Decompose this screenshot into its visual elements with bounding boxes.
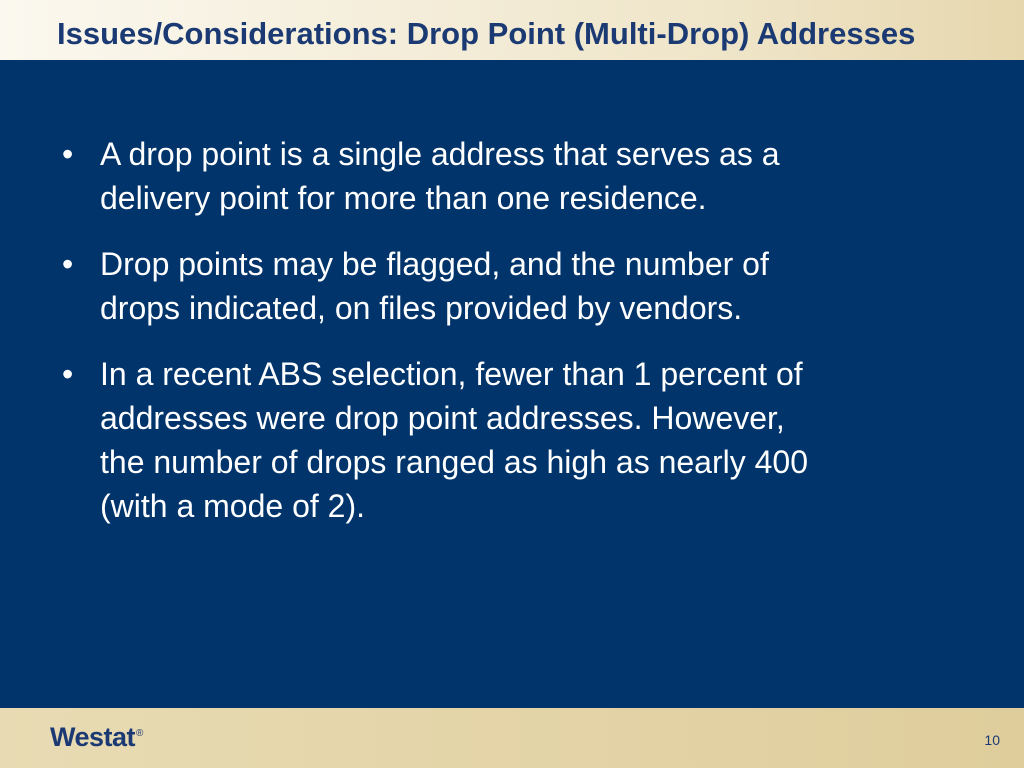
bullet-text: A drop point is a single address that serves as a delivery point for more than one residence. xyxy=(100,136,780,216)
bullet-item xyxy=(62,352,962,528)
logo-text: Westat xyxy=(50,722,136,752)
footer-bar xyxy=(0,708,1024,768)
header-bar xyxy=(0,0,1024,60)
bullet-item xyxy=(62,132,962,220)
bullet-icon: • xyxy=(62,356,74,392)
bullet-icon: • xyxy=(62,136,74,172)
bullet-item xyxy=(62,242,962,330)
content-area xyxy=(0,60,1024,708)
bullet-list xyxy=(62,132,962,550)
page-number: 10 xyxy=(984,732,1000,748)
bullet-text: In a recent ABS selection, fewer than 1 percent of addresses were drop point addresses. However, the number of drops ranged as high as nearly 400 (with a mode of 2). xyxy=(100,356,809,524)
slide-title: Issues/Considerations: Drop Point (Multi-Drop) Addresses xyxy=(57,16,916,51)
westat-logo xyxy=(50,722,143,753)
bullet-icon: • xyxy=(62,246,74,282)
registered-mark: ® xyxy=(136,728,143,739)
bullet-text: Drop points may be flagged, and the number of drops indicated, on files provided by vendors. xyxy=(100,246,769,326)
